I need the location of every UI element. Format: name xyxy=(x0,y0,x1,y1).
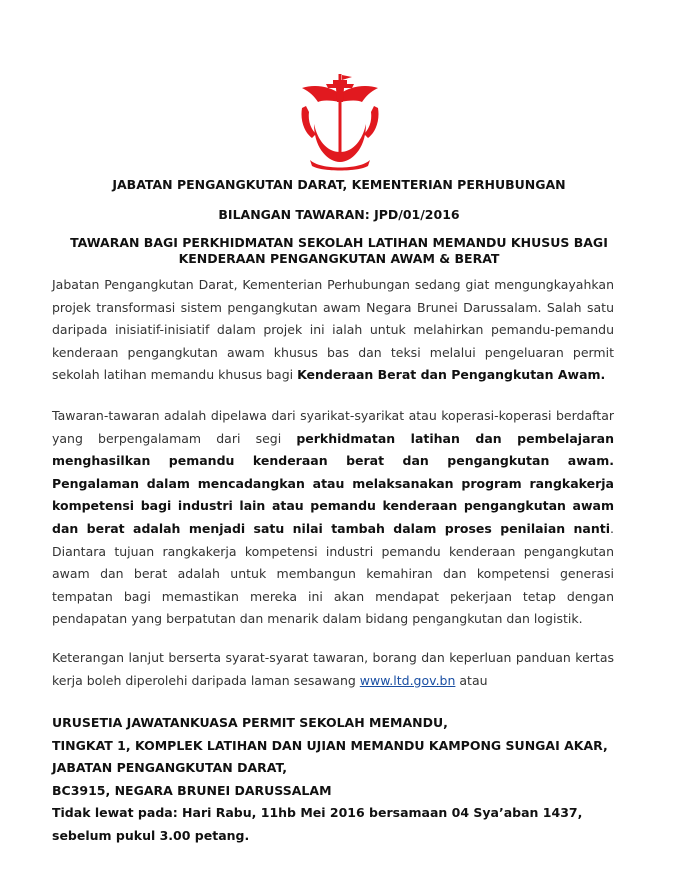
offer-title-line2: KENDERAAN PENGANGKUTAN AWAM & BERAT xyxy=(178,251,500,266)
paragraph-info xyxy=(52,647,614,692)
address-line1: URUSETIA JAWATANKUASA PERMIT SEKOLAH MEMANDU, xyxy=(52,715,448,730)
brunei-crest-icon xyxy=(296,72,384,172)
deadline-text: Tidak lewat pada: Hari Rabu, 11hb Mei 2016 bersamaan 04 Sya’aban 1437, sebelum pukul 3.00 petang. xyxy=(52,805,583,843)
paragraph-intro xyxy=(52,274,614,387)
paragraph-offer-bold: perkhidmatan latihan dan pembelajaran menghasilkan pemandu kenderaan berat dan pengangkutan awam. Pengalaman dalam mencadangkan atau melaksanakan program rangkakerja kompetensi bagi industri lain atau pemandu kenderaan pengangkutan awam dan berat adalah menjadi satu nilai tambah dalam proses penilaian nanti xyxy=(52,430,615,536)
address-line3: JABATAN PENGANGKUTAN DARAT, xyxy=(52,760,287,776)
address-line2: TINGKAT 1, KOMPLEK LATIHAN DAN UJIAN MEMANDU KAMPONG SUNGAI AKAR, xyxy=(52,737,608,753)
ltd-website-link[interactable]: www.ltd.gov.bn xyxy=(359,672,456,688)
paragraph-intro-text: Jabatan Pengangkutan Darat, Kementerian Perhubungan sedang giat mengungkayahkan projek transformasi sistem pengangkutan awam Negara Brunei Darussalam. Salah satu daripada inisiatif-inisiatif dalam projek ini ialah untuk melahirkan pemandu-pemandu kenderaan pengangkutan awam khusus bas dan teksi melalui pengeluaran permit sekolah latihan memandu khusus bagi xyxy=(52,277,614,383)
offer-number-heading: BILANGAN TAWARAN: JPD/01/2016 xyxy=(218,207,460,222)
paragraph-info-after: atau xyxy=(455,672,488,688)
paragraph-offer xyxy=(52,405,614,631)
department-heading: JABATAN PENGANGKUTAN DARAT, KEMENTERIAN PERHUBUNGAN xyxy=(112,177,566,192)
paragraph-offer-text1: Tawaran-tawaran adalah dipelawa dari syarikat-syarikat atau koperasi-koperasi berdaftar yang berpengalamam dari segi xyxy=(52,408,614,446)
offer-title-line1: TAWARAN BAGI PERKHIDMATAN SEKOLAH LATIHAN MEMANDU KHUSUS BAGI xyxy=(70,235,608,250)
paragraph-offer-text2: . Diantara tujuan rangkakerja kompetensi industri pemandu kenderaan pengangkutan awam dan berat adalah untuk membangun kemahiran dan kompetensi generasi tempatan bagi memastikan mereka ini akan mendapat pekerjaan tetap dengan pendapatan yang berpatutan dan menarik dalam bidang pengangkutan dan logistik. xyxy=(52,520,614,627)
address-block xyxy=(52,712,622,848)
paragraph-info-text: Keterangan lanjut berserta syarat-syarat tawaran, borang dan keperluan panduan kertas kerja boleh diperolehi daripada laman sesawang xyxy=(52,650,614,688)
address-line4: BC3915, NEGARA BRUNEI DARUSSALAM xyxy=(52,782,332,798)
paragraph-intro-bold: Kenderaan Berat dan Pengangkutan Awam. xyxy=(297,367,606,383)
